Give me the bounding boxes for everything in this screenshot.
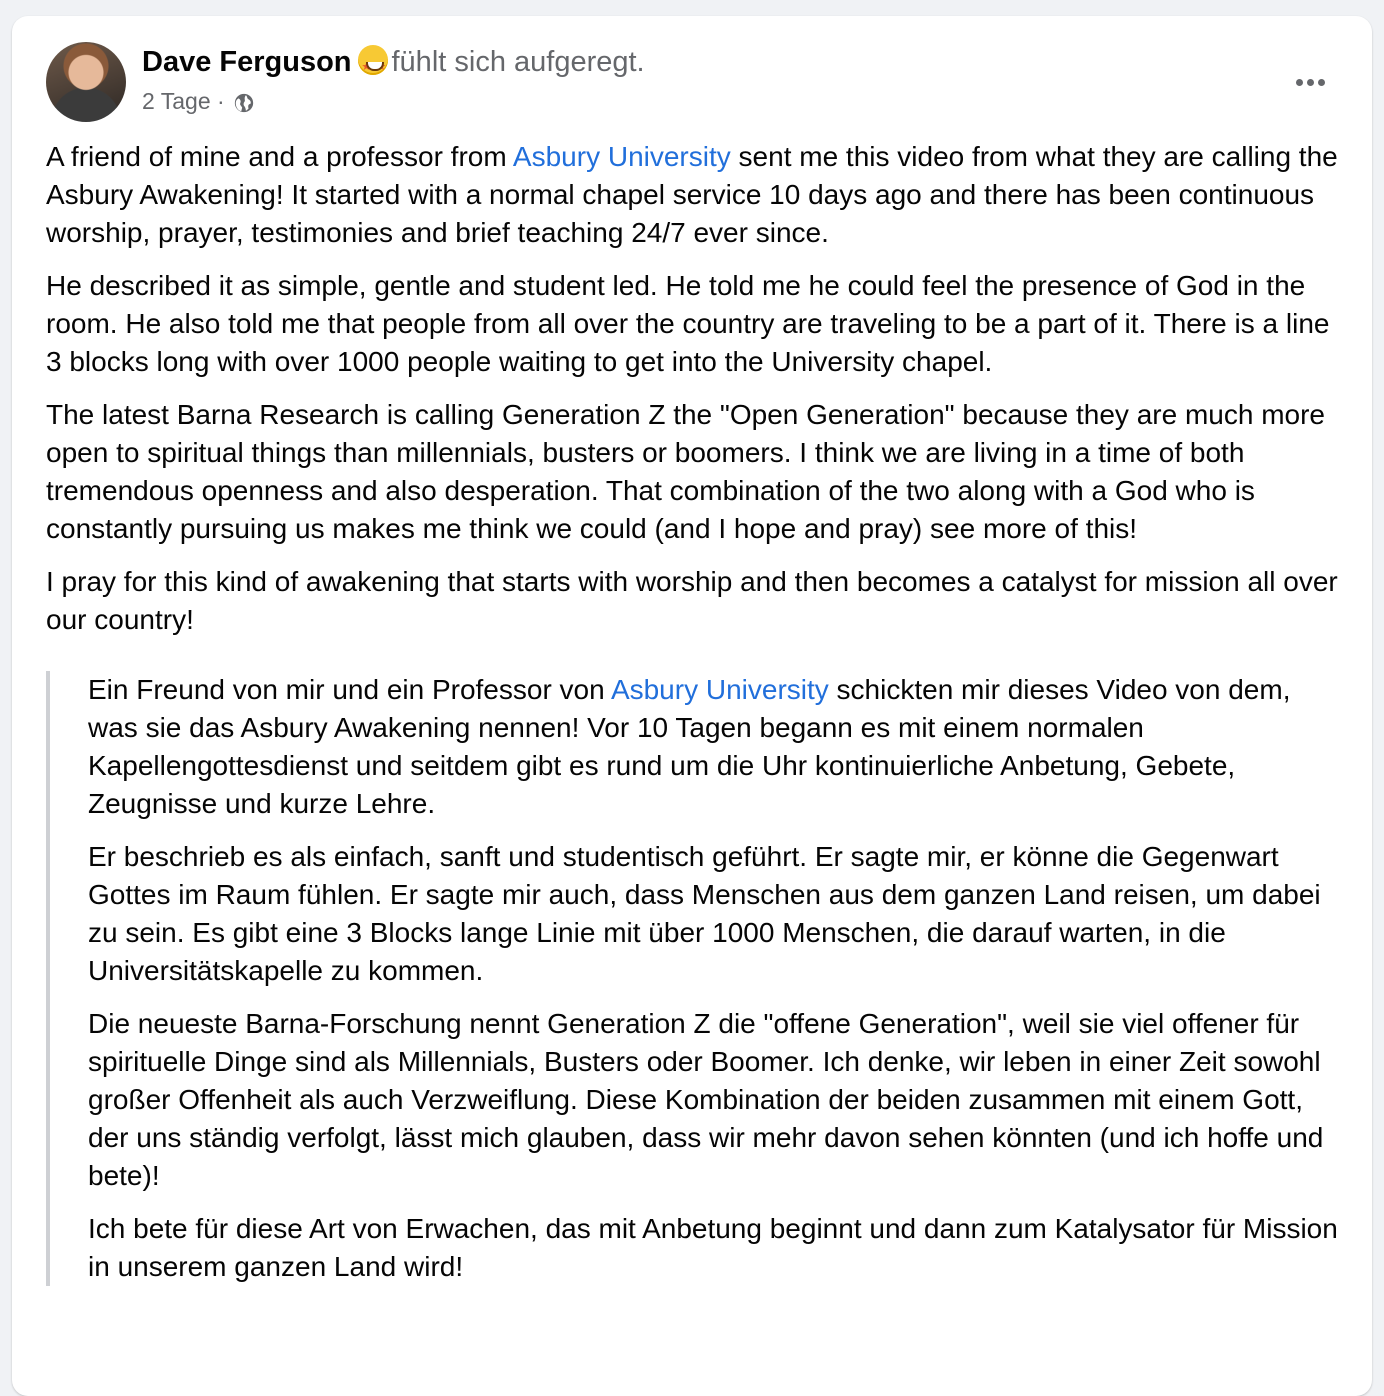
original-paragraph-1 — [46, 138, 1346, 252]
translation-paragraph-4: Ich bete für diese Art von Erwachen, das mit Anbetung beginnt und dann zum Katalysator für Mission in unserem ganzen Land wird! — [88, 1213, 1338, 1282]
author-line — [142, 44, 645, 80]
author-avatar[interactable] — [46, 42, 126, 122]
author-name[interactable]: Dave Ferguson — [142, 46, 352, 78]
more-dot — [1307, 79, 1314, 86]
asbury-university-link[interactable]: Asbury University — [512, 141, 731, 172]
post-card — [12, 16, 1372, 1396]
feeling-text: fühlt sich aufgeregt. — [391, 46, 645, 78]
original-paragraph-2: He described it as simple, gentle and student led. He told me he could feel the presence of God in the room. He also told me that people from all over the country are traveling to be a part of it. There is a line 3 blocks long with over 1000 people waiting to get into the University chapel. — [46, 270, 1330, 377]
original-paragraph-4: I pray for this kind of awakening that starts with worship and then becomes a catalyst for mission all over our country! — [46, 566, 1338, 635]
text-segment: A friend of mine and a professor from — [46, 141, 513, 172]
more-dot — [1318, 79, 1325, 86]
globe-icon[interactable] — [233, 92, 255, 114]
translation-paragraph-2: Er beschrieb es als einfach, sanft und studentisch geführt. Er sagte mir, er könne die Gegenwart Gottes im Raum fühlen. Er sagte mir auch, dass Menschen aus dem ganzen Land reisen, um dabei zu sein. Es gibt eine 3 Blocks lange Linie mit über 1000 Menschen, die darauf warten, in die Universitätskapelle zu kommen. — [88, 841, 1321, 986]
translation-block — [46, 671, 1340, 1286]
meta-separator: · — [217, 88, 225, 114]
post-meta — [142, 86, 255, 116]
translation-paragraph-3: Die neueste Barna-Forschung nennt Generation Z die "offene Generation", weil sie viel offener für spirituelle Dinge sind als Millennials, Busters oder Boomer. Ich denke, wir leben in einer Zeit sowohl großer Offenheit als auch Verzweiflung. Diese Kombination der beiden zusammen mit einem Gott, der uns ständig verfolgt, lässt mich glauben, dass wir mehr davon sehen könnten (und ich hoffe und bete)! — [88, 1008, 1324, 1191]
more-dot — [1296, 79, 1303, 86]
asbury-university-link[interactable]: Asbury University — [610, 674, 829, 705]
text-segment: sent me this video from what they are calling the Asbury Awakening! It started with a normal chapel service 10 days ago and there has been continuous worship, prayer, testimonies and brief teaching 24/7 ever since. — [46, 141, 1338, 248]
star-struck-emoji-icon — [358, 45, 388, 75]
post-header — [46, 42, 1332, 122]
original-paragraph-3: The latest Barna Research is calling Generation Z the "Open Generation" because they are much more open to spiritual things than millennials, busters or boomers. I think we are living in a time of both tremendous openness and also desperation. That combination of the two along with a God who is constantly pursuing us makes me think we could (and I hope and pray) see more of this! — [46, 399, 1326, 544]
translation-paragraph-1 — [88, 671, 1340, 823]
post-timestamp[interactable]: 2 Tage — [142, 88, 211, 114]
text-segment: Ein Freund von mir und ein Professor von — [88, 674, 611, 705]
more-options-icon[interactable] — [1288, 64, 1332, 100]
text-segment: schickten mir dieses Video von dem, was sie das Asbury Awakening nennen! Vor 10 Tagen begann es mit einem normalen Kapellengottesdienst und seitdem gibt es rund um die Uhr kontinuierliche Anbetung, Gebete, Zeugnisse und kurze Lehre. — [88, 674, 1291, 819]
post-body — [46, 138, 1346, 1301]
